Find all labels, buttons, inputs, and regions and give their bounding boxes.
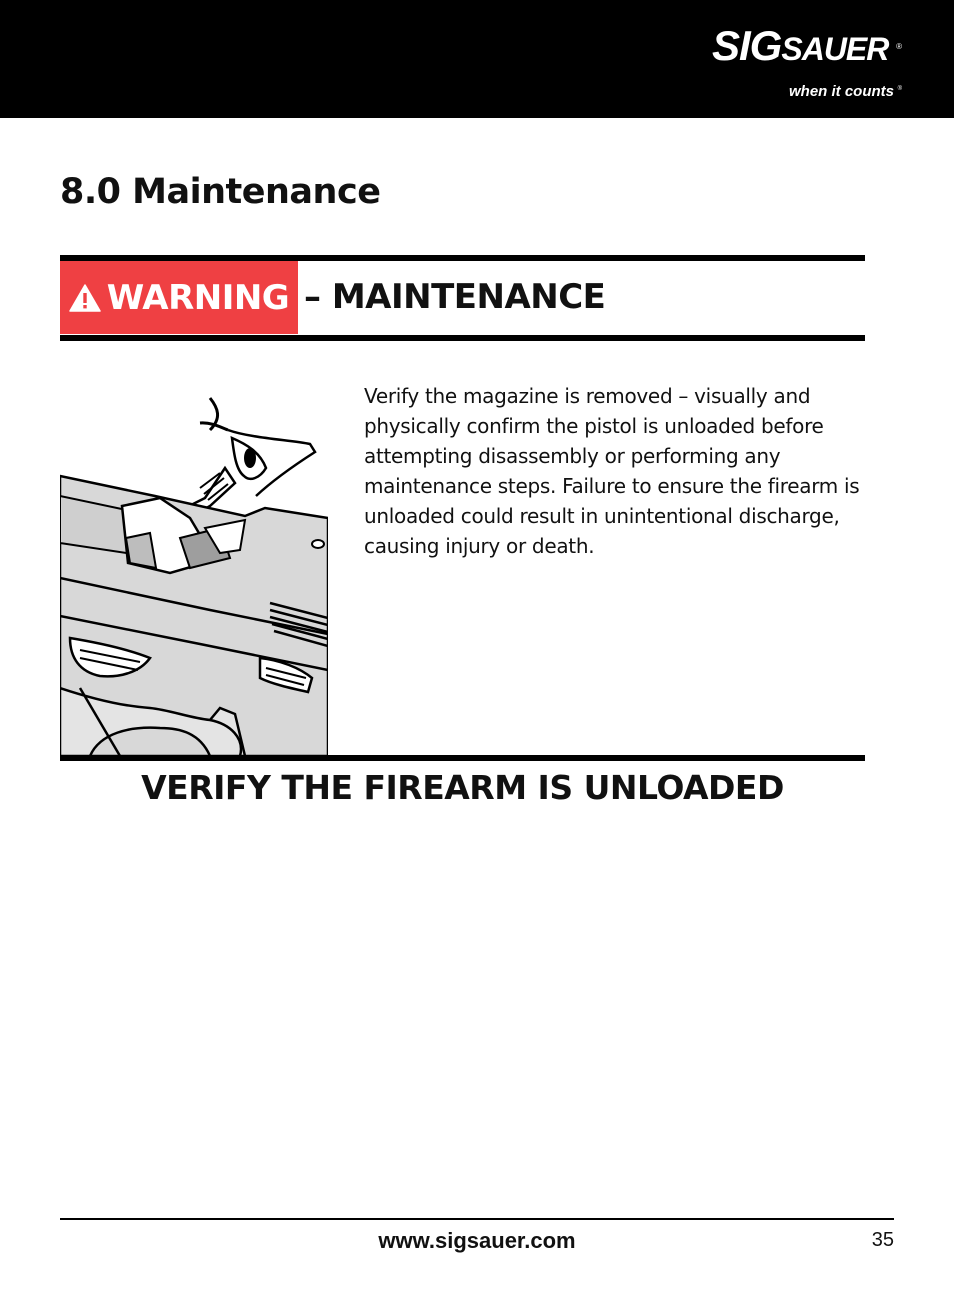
logo-sig: SIG xyxy=(712,22,782,69)
warning-triangle-icon xyxy=(69,284,101,312)
footer-url[interactable]: www.sigsauer.com xyxy=(378,1228,576,1253)
section-title: 8.0 Maintenance xyxy=(60,172,381,212)
logo-wordmark xyxy=(712,22,888,70)
page-number: 35 xyxy=(871,1229,894,1251)
warning-label: WARNING xyxy=(106,277,290,318)
sig-sauer-logo xyxy=(712,22,902,104)
footer-rule xyxy=(60,1218,894,1220)
warning-bottom-rule xyxy=(60,335,865,341)
logo-sauer: SAUER xyxy=(781,31,889,67)
page-header xyxy=(0,0,954,118)
warning-badge xyxy=(60,261,298,334)
warning-title: – MAINTENANCE xyxy=(304,277,606,317)
warning-body-text: Verify the magazine is removed – visually and physically confirm the pistol is unloaded before attempting disassembly or performing any maintenance steps. Failure to ensure the firearm is unloaded could result in unintentional discharge, causing injury or death. xyxy=(364,384,860,558)
verify-unloaded-callout: VERIFY THE FIREARM IS UNLOADED xyxy=(141,768,784,807)
logo-registered-mark: ® xyxy=(896,42,902,51)
pistol-inspection-illustration xyxy=(60,388,328,756)
logo-tagline: when it counts xyxy=(789,83,894,100)
callout-rule xyxy=(60,755,865,761)
tagline-registered-mark: ® xyxy=(897,86,902,92)
